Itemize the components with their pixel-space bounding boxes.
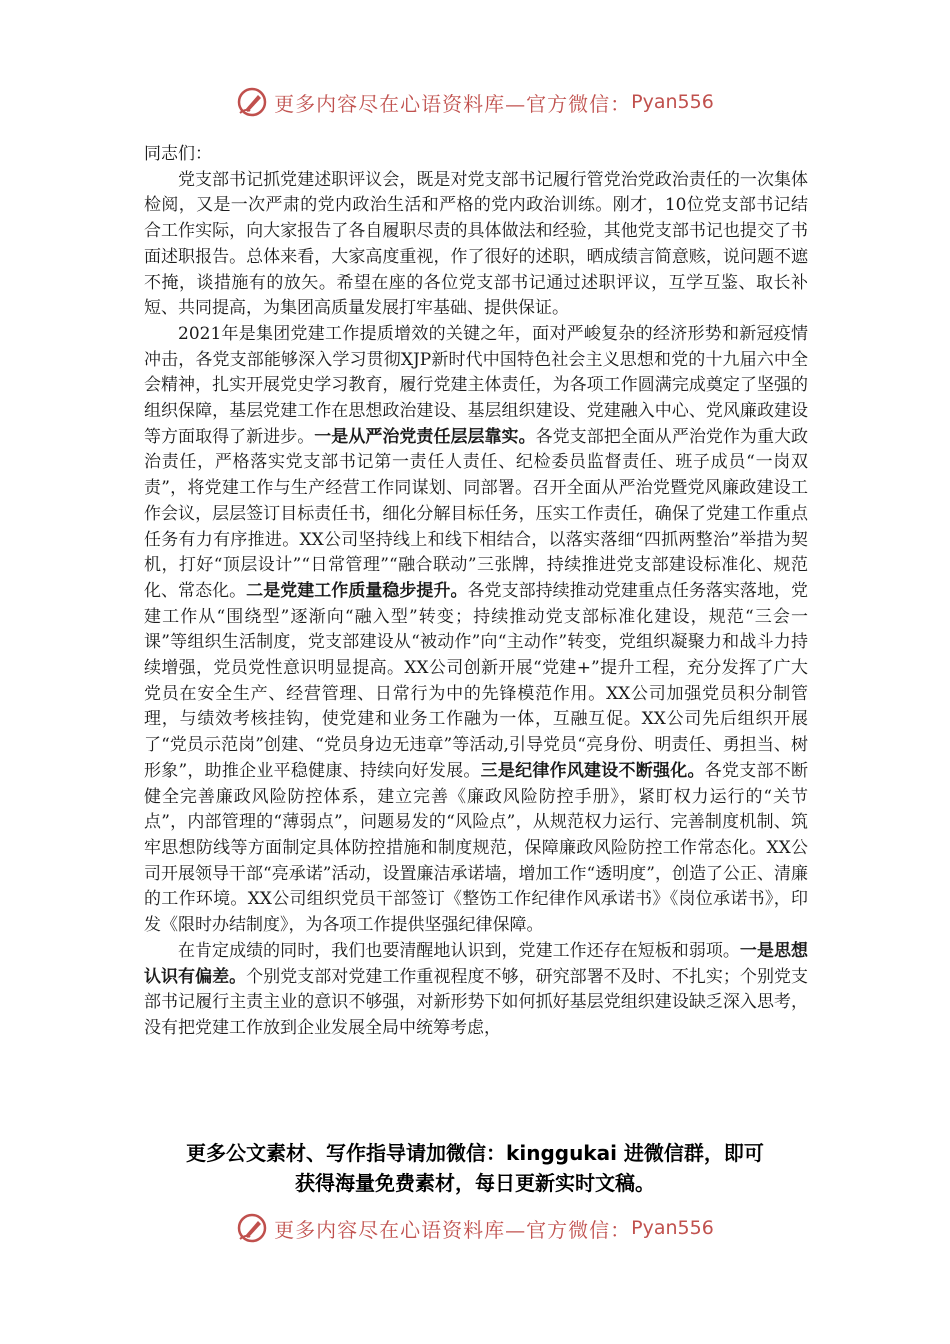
greeting: 同志们： — [144, 144, 212, 164]
pen-logo-icon — [236, 1212, 268, 1244]
paragraph-1: 党支部书记抓党建述职评议会，既是对党支部书记履行管党治党政治责任的一次集体检阅，又是一次严肃的党内政治生活和严格的党内政治训练。刚才，10位党支部书记结合工作实际，向大家报告了各自履职尽责的具体做法和经验，其他党支部书记也提交了书面述职报告。总体来看，大家高度重视，作了很好的述职，晒成绩言简意赅，说问题不遮不掩，谈措施有的放矢。希望在座的各位党支部书记通过述职评议，互学互鉴、取长补短、共同提高，为集团高质量发展打牢基础、提供保证。 — [144, 169, 808, 319]
heading-strict-governance: 一是从严治党责任层层靠实。 — [314, 426, 536, 447]
paragraph-2-intro: 2021年是集团党建工作提质增效的关键之年，面对严峻复杂的经济形势和新冠疫情冲击，各党支部能够深入学习贯彻XJP新时代中国特色社会主义思想和党的十九届六中全会精神，扎实开展党史学习教育，履行党建主体责任，为各项工作圆满完成奠定了坚强的组织保障，基层党建工作在思想政治建设、基层组织建设、党建融入中心、党风廉政建设等方面取得了新进步。 — [144, 323, 808, 447]
heading-discipline: 三是纪律作风建设不断强化。 — [480, 760, 705, 781]
paragraph-2-text-1: 各党支部把全面从严治党作为重大政治责任，严格落实党支部书记第一责任人责任、纪检委员监督责任、班子成员“一岗双责”，将党建工作与生产经营工作同谋划、同部署。召开全面从严治党暨党风廉政建设工作会议，层层签订目标责任书，细化分解目标任务，压实工作责任，确保了党建工作重点任务有力有序推进。XX公司坚持线上和线下相结合，以落实落细“四抓两整治”举措为契机，打好“顶层设计”“日常管理”“融合联动”三张牌，持续推进党支部建设标准化、规范化、常态化。 — [144, 426, 809, 601]
heading-quality-improvement: 二是党建工作质量稳步提升。 — [246, 580, 468, 601]
promo-line-1: 更多公文素材、写作指导请加微信：kinggukai 进微信群，即可 — [186, 1141, 764, 1165]
paragraph-2-text-2: 各党支部持续推动党建重点任务落实落地，党建工作从“围绕型”逐渐向“融入型”转变；持续推动党支部标准化建设，规范“三会一课”等组织生活制度，党支部建设从“被动作”向“主动作”转变，党组织凝聚力和战斗力持续增强，党员党性意识明显提高。XX公司创新开展“党建+”提升工程，充分发挥了广大党员在安全生产、经营管理、日常行为中的先锋模范作用。XX公司加强党员积分制管理，与绩效考核挂钩，使党建和业务工作融为一体，互融互促。XX公司先后组织开展了“党员示范岗”创建、“党员身边无违章”等活动,引导党员“亮身份、明责任、勇担当、树形象”，助推企业平稳健康、持续向好发展。 — [144, 580, 809, 781]
document-body — [144, 142, 808, 1042]
watermark-banner-top — [0, 82, 950, 122]
heading-ideological-bias: 一是思想认识有偏差。 — [144, 940, 809, 987]
paragraph-2-text-3: 各党支部不断健全完善廉政风险防控体系，建立完善《廉政风险防控手册》，紧盯权力运行的“关节点”，内部管理的“薄弱点”，问题易发的“风险点”，从规范权力运行、完善制度机制、筑牢思想防线等方面制定具体防控措施和制度规范，保障廉政风险防控工作常态化。XX公司开展领导干部“亮承诺”活动，设置廉洁承诺墙，增加工作“透明度”，创造了公正、清廉的工作环境。XX公司组织党员干部签订《整饬工作纪律作风承诺书》《岗位承诺书》，印发《限时办结制度》，为各项工作提供坚强纪律保障。 — [144, 760, 809, 936]
pen-logo-icon — [236, 86, 268, 118]
watermark-wechat-id: Pyan556 — [631, 1217, 714, 1239]
paragraph-2 — [144, 322, 808, 939]
promo-line-2: 获得海量免费素材，每日更新实时文稿。 — [295, 1171, 655, 1195]
promo-text — [0, 1138, 950, 1198]
paragraph-3-text-1: 个别党支部对党建工作重视程度不够，研究部署不及时、不扎实；个别党支部书记履行主责主业的意识不够强，对新形势下如何抓好基层党组织建设缺乏深入思考，没有把党建工作放到企业发展全局中统筹考虑， — [144, 966, 809, 1038]
watermark-text: 更多内容尽在心语资料库—官方微信： — [274, 91, 632, 116]
paragraph-3 — [144, 939, 808, 1042]
watermark-text: 更多内容尽在心语资料库—官方微信： — [274, 1217, 632, 1242]
paragraph-3-intro: 在肯定成绩的同时，我们也要清醒地认识到，党建工作还存在短板和弱项。 — [178, 940, 740, 961]
watermark-banner-bottom — [0, 1208, 950, 1248]
watermark-wechat-id: Pyan556 — [631, 91, 714, 113]
